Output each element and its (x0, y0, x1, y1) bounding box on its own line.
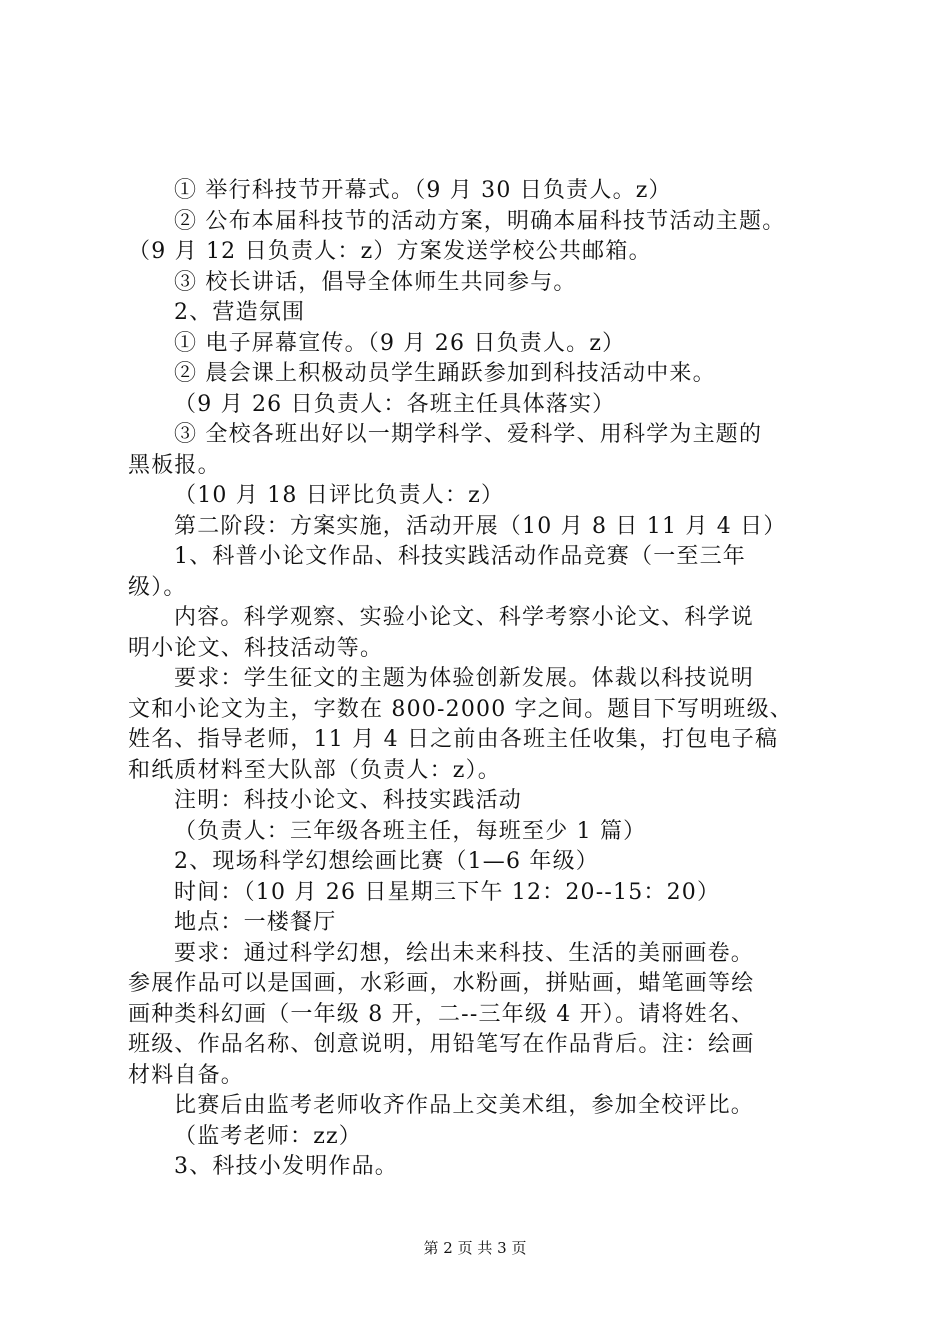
text-line: 地点：一楼餐厅 (174, 910, 337, 935)
text-line: （9 月 26 日负责人：各班主任具体落实） (174, 391, 616, 417)
text-line: （负责人：三年级各班主任，每班至少 1 篇） (174, 818, 647, 844)
text-line: 要求：通过科学幻想，绘出未来科技、生活的美丽画卷。 (174, 940, 755, 966)
text-line: 第二阶段：方案实施，活动开展（10 月 8 日 11 月 4 日） (174, 513, 787, 539)
text-line: 2、现场科学幻想绘画比赛（1—6 年级） (174, 849, 599, 874)
text-line: 级）。 (128, 574, 187, 600)
page-footer: 第 2 页 共 3 页 (423, 1239, 527, 1257)
text-line: （监考老师：zz） (174, 1123, 362, 1149)
document-body (128, 176, 838, 1183)
text-line: ③ 全校各班出好以一期学科学、爱科学、用科学为主题的 (174, 422, 763, 447)
text-line: 明小论文、科技活动等。 (128, 635, 384, 661)
text-line: 姓名、指导老师，11 月 4 日之前由各班主任收集，打包电子稿 (128, 727, 779, 752)
text-line: ② 晨会课上积极动员学生踊跃参加到科技活动中来。 (174, 361, 716, 386)
text-line: ③ 校长讲话，倡导全体师生共同参与。 (174, 269, 577, 295)
text-line: 1、科普小论文作品、科技实践活动作品竞赛（一至三年 (174, 544, 746, 569)
text-line: 要求：学生征文的主题为体验创新发展。体裁以科技说明 (174, 666, 755, 691)
text-line: 2、营造氛围 (174, 300, 306, 325)
text-line: 黑板报。 (128, 452, 221, 478)
text-line: （10 月 18 日评比负责人：z） (174, 483, 505, 508)
text-line: 比赛后由监考老师收齐作品上交美术组，参加全校评比。 (174, 1093, 755, 1118)
text-line: ② 公布本届科技节的活动方案，明确本届科技节活动主题。 (174, 208, 786, 234)
text-line: 参展作品可以是国画，水彩画，水粉画，拼贴画，蜡笔画等绘 (128, 971, 755, 996)
text-line: （9 月 12 日负责人：z）方案发送学校公共邮箱。 (128, 239, 652, 264)
text-line: 时间：（10 月 26 日星期三下午 12：20--15：20） (174, 879, 721, 905)
text-line: 注明：科技小论文、科技实践活动 (174, 788, 523, 813)
text-line: 3、科技小发明作品。 (174, 1154, 398, 1179)
text-line: ① 举行科技节开幕式。（9 月 30 日负责人。z） (174, 178, 672, 203)
text-line: ① 电子屏幕宣传。（9 月 26 日负责人。z） (174, 330, 626, 356)
text-line: 文和小论文为主，字数在 800-2000 字之间。题目下写明班级、 (128, 696, 794, 722)
text-line: 班级、作品名称、创意说明，用铅笔写在作品背后。注：绘画 (128, 1032, 755, 1057)
text-line: 内容。科学观察、实验小论文、科学考察小论文、科学说 (174, 605, 755, 630)
text-line: 和纸质材料至大队部（负责人：z）。 (128, 757, 501, 783)
text-line: 画种类科幻画（一年级 8 开，二--三年级 4 开）。请将姓名、 (128, 1001, 755, 1027)
text-line: 材料自备。 (128, 1062, 245, 1088)
